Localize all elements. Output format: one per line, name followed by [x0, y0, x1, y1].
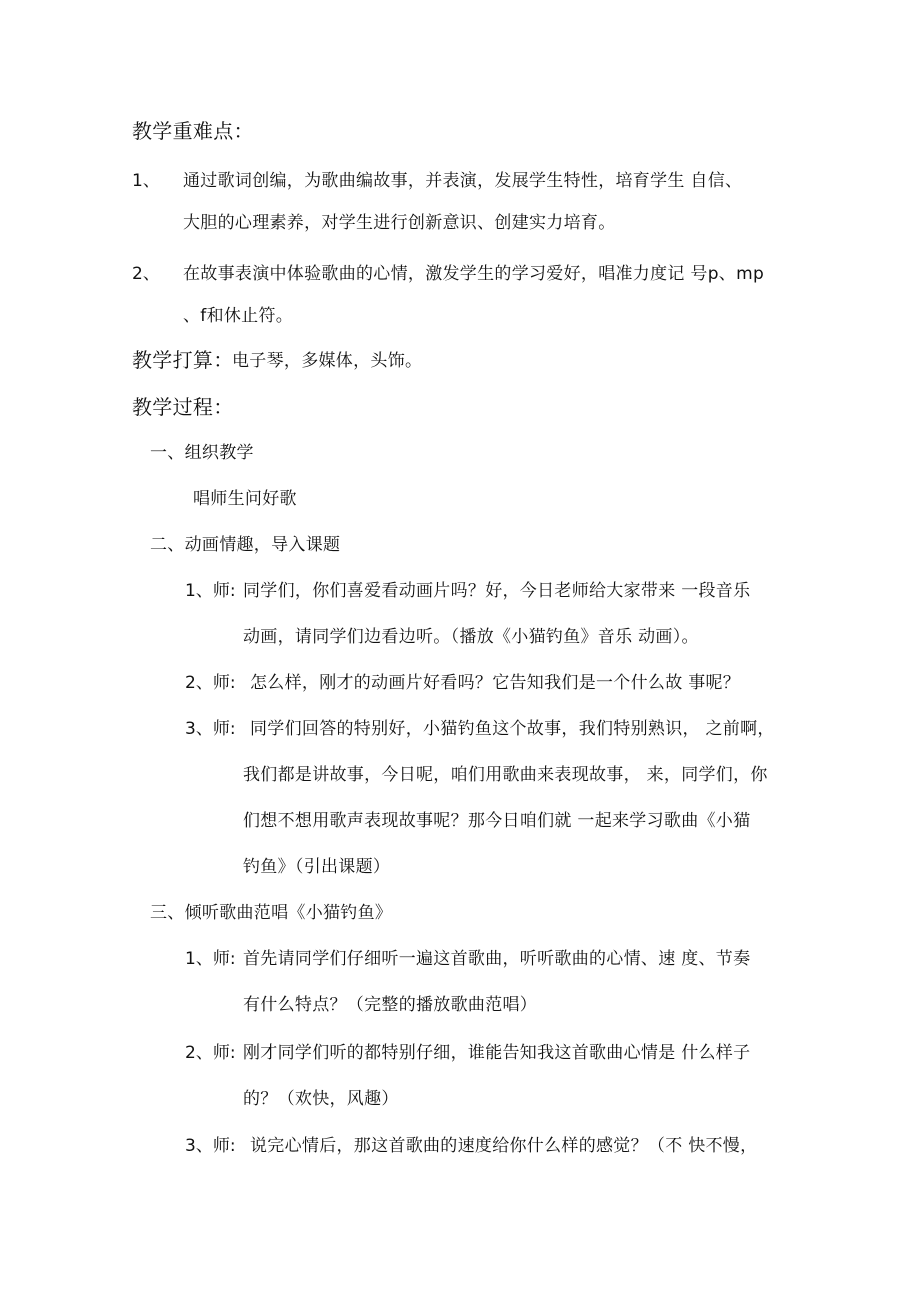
key-point-2-line-1: 在故事表演中体验歌曲的心情，激发学生的学习爱好，唱准力度记 号p、mp — [183, 264, 765, 284]
section-3-title: 三、倾听歌曲范唱《小猫钓鱼》 — [150, 903, 393, 923]
section-2-item-1-line-2: 动画，请同学们边看边听。（播放《小猫钓鱼》音乐 动画）。 — [243, 627, 699, 647]
section-3-item-2-label: 2、师: — [185, 1043, 236, 1063]
section-3-item-1-label: 1、师: — [185, 949, 236, 969]
key-point-2-line-2: 、f和休止符。 — [183, 306, 294, 326]
section-1-title: 一、组织教学 — [150, 443, 254, 463]
prep-text: 电子琴，多媒体，头饰。 — [232, 351, 423, 371]
section-3-item-1-line-1: 首先请同学们仔细听一遍这首歌曲，听听歌曲的心情、速 度、节奏 — [243, 949, 751, 969]
section-2-item-3-label: 3、师: — [185, 719, 236, 739]
process-title: 教学过程： — [132, 395, 234, 419]
section-2-item-3-line-4: 钓鱼》（引出课题） — [243, 857, 391, 877]
section-2-item-3-line-3: 们想不想用歌声表现故事呢？那今日咱们就 一起来学习歌曲《小猫 — [243, 811, 751, 831]
section-2-item-1-line-1: 同学们，你们喜爱看动画片吗？好，今日老师给大家带来 一段音乐 — [243, 581, 751, 601]
section-3-item-1-line-2: 有什么特点？（完整的播放歌曲范唱） — [243, 995, 538, 1015]
key-point-1-line-1: 通过歌词创编，为歌曲编故事，并表演，发展学生特性，培育学生 自信、 — [183, 171, 743, 191]
section-2-item-2-line-1: 怎么样，刚才的动画片好看吗？它告知我们是一个什么故 事呢？ — [250, 673, 741, 693]
key-point-2-number: 2、 — [132, 264, 160, 284]
key-point-1-number: 1、 — [132, 171, 160, 191]
key-points-title: 教学重难点： — [132, 119, 254, 143]
section-2-item-3-line-2: 我们都是讲故事，今日呢，咱们用歌曲来表现故事， 来，同学们，你 — [243, 765, 768, 785]
key-point-1-line-2: 大胆的心理素养，对学生进行创新意识、创建实力培育。 — [183, 213, 616, 233]
section-3-item-2-line-1: 刚才同学们听的都特别仔细，谁能告知我这首歌曲心情是 什么样子 — [243, 1043, 751, 1063]
section-3-item-3-line-1: 说完心情后，那这首歌曲的速度给你什么样的感觉？（不 快不慢， — [250, 1136, 758, 1156]
section-3-item-2-line-2: 的？（欢快，风趣） — [243, 1089, 399, 1109]
section-3-item-3-label: 3、师: — [185, 1136, 236, 1156]
section-2-title: 二、动画情趣，导入课题 — [150, 535, 341, 555]
section-2-item-2-label: 2、师: — [185, 673, 236, 693]
section-2-item-3-line-1: 同学们回答的特别好，小猫钓鱼这个故事，我们特别熟识， 之前啊， — [250, 719, 775, 739]
section-1-sub: 唱师生问好歌 — [193, 489, 297, 509]
prep-title: 教学打算： — [132, 348, 234, 372]
section-2-item-1-label: 1、师: — [185, 581, 236, 601]
